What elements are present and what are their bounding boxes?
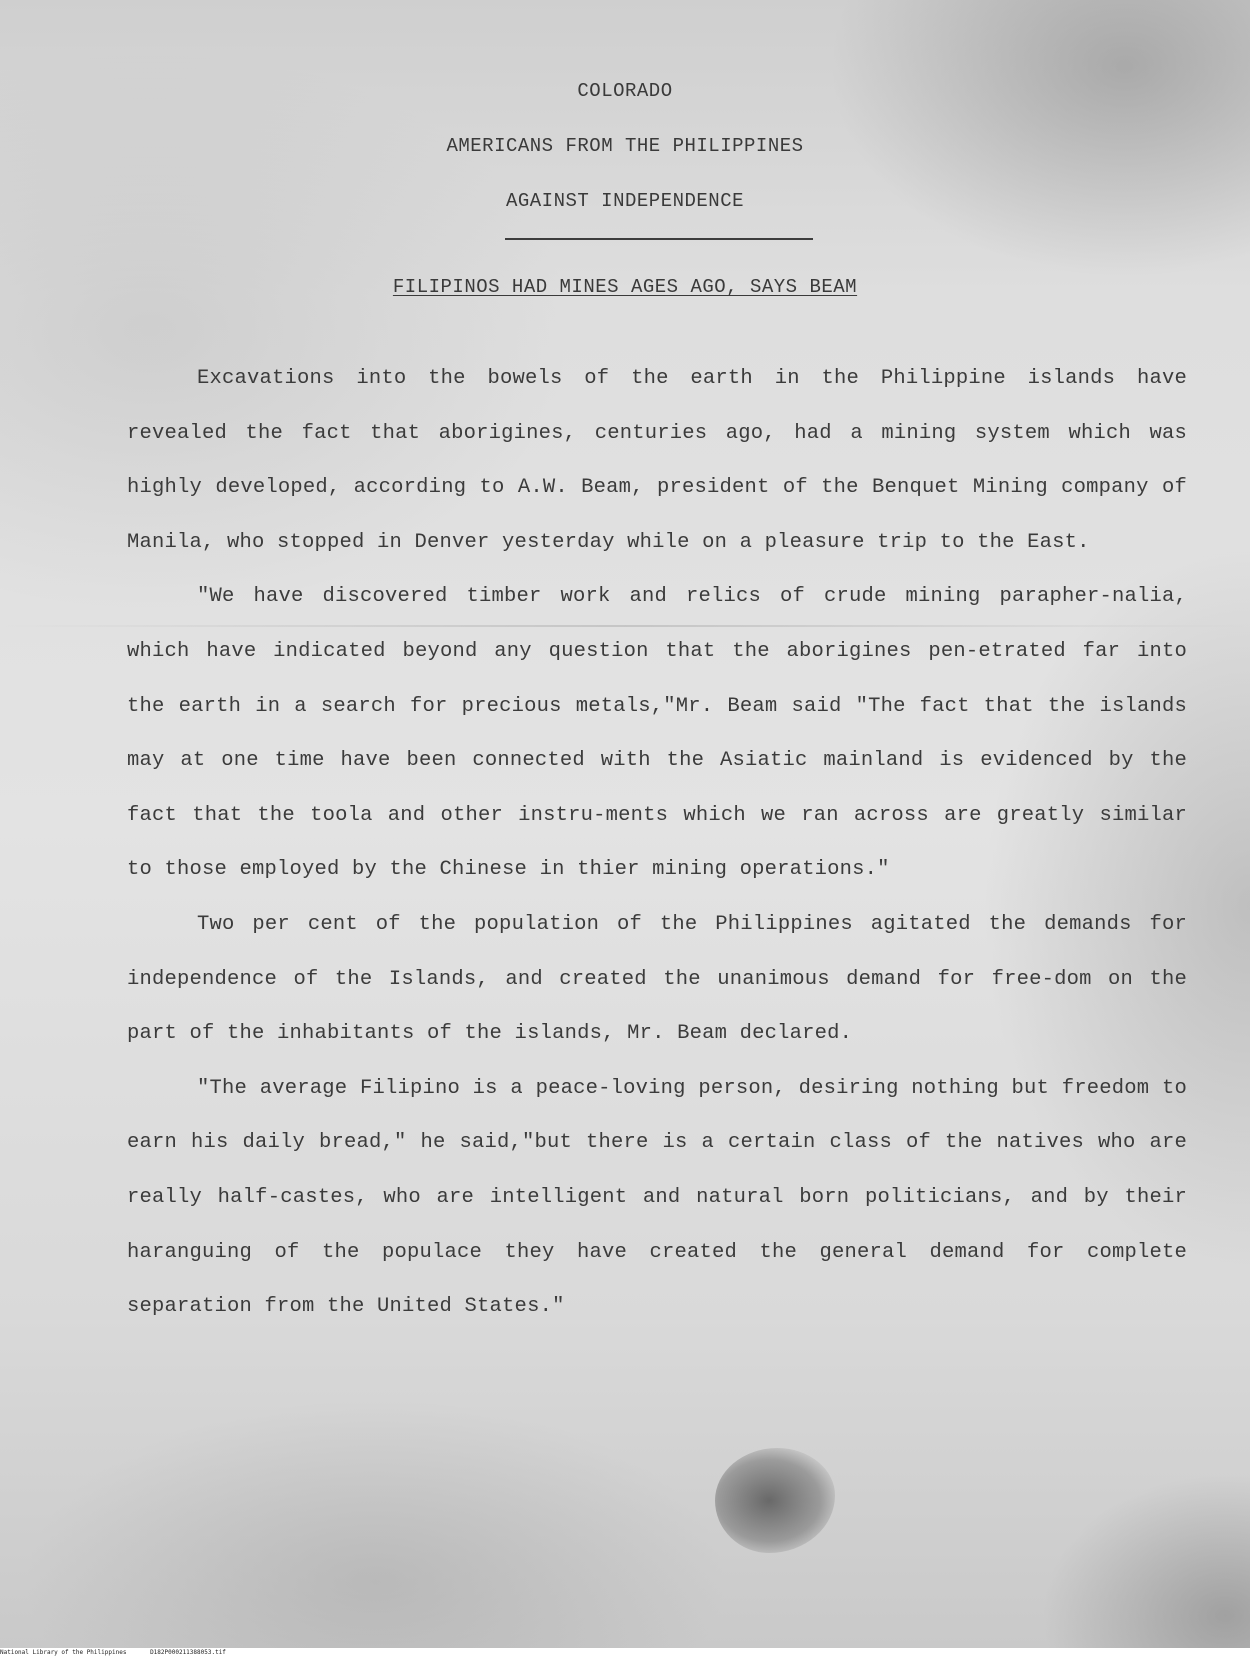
article-body xyxy=(127,352,1187,1335)
article-headline: FILIPINOS HAD MINES AGES AGO, SAYS BEAM xyxy=(392,276,858,298)
paragraph-2: "We have discovered timber work and relics of crude mining parapher-nalia, which have indicated beyond any question that the aborigines pen-etrated far into the earth in a search for precious metals,"Mr. Beam said "The fact that the islands may at one time have been connected with the Asiatic mainland is evidenced by the fact that the toola and other instru-ments which we ran across are greatly similar to those employed by the Chinese in thier mining operations." xyxy=(127,585,1187,882)
header-subtitle-1: AMERICANS FROM THE PHILIPPINES xyxy=(446,135,804,157)
header-state: COLORADO xyxy=(577,80,673,102)
paragraph-4: "The average Filipino is a peace-loving person, desiring nothing but freedom to earn his daily bread," he said,"but there is a certain class of the natives who are really half-castes, who are intelligent and natural born politicians, and by their haranguing of the populace they have created the general demand for complete separation from the United States." xyxy=(127,1076,1187,1319)
footer-file-id: D182P000211388053.tif xyxy=(150,1649,226,1656)
paragraph-1: Excavations into the bowels of the earth in the Philippine islands have revealed the fact that aborigines, centuries ago, had a mining system which was highly developed, according to A.W. Beam, president of the Benquet Mining company of Manila, who stopped in Denver yesterday while on a pleasure trip to the East. xyxy=(127,367,1187,554)
ink-stain xyxy=(715,1448,835,1553)
header-divider xyxy=(505,238,813,240)
footer-library: National Library of the Philippines xyxy=(0,1649,127,1656)
header-subtitle-2: AGAINST INDEPENDENCE xyxy=(505,190,745,212)
paragraph-3: Two per cent of the population of the Philippines agitated the demands for independence of the Islands, and created the unanimous demand for free-dom on the part of the inhabitants of the islands, Mr. Beam declared. xyxy=(127,912,1187,1046)
scan-footer xyxy=(0,1648,1250,1658)
